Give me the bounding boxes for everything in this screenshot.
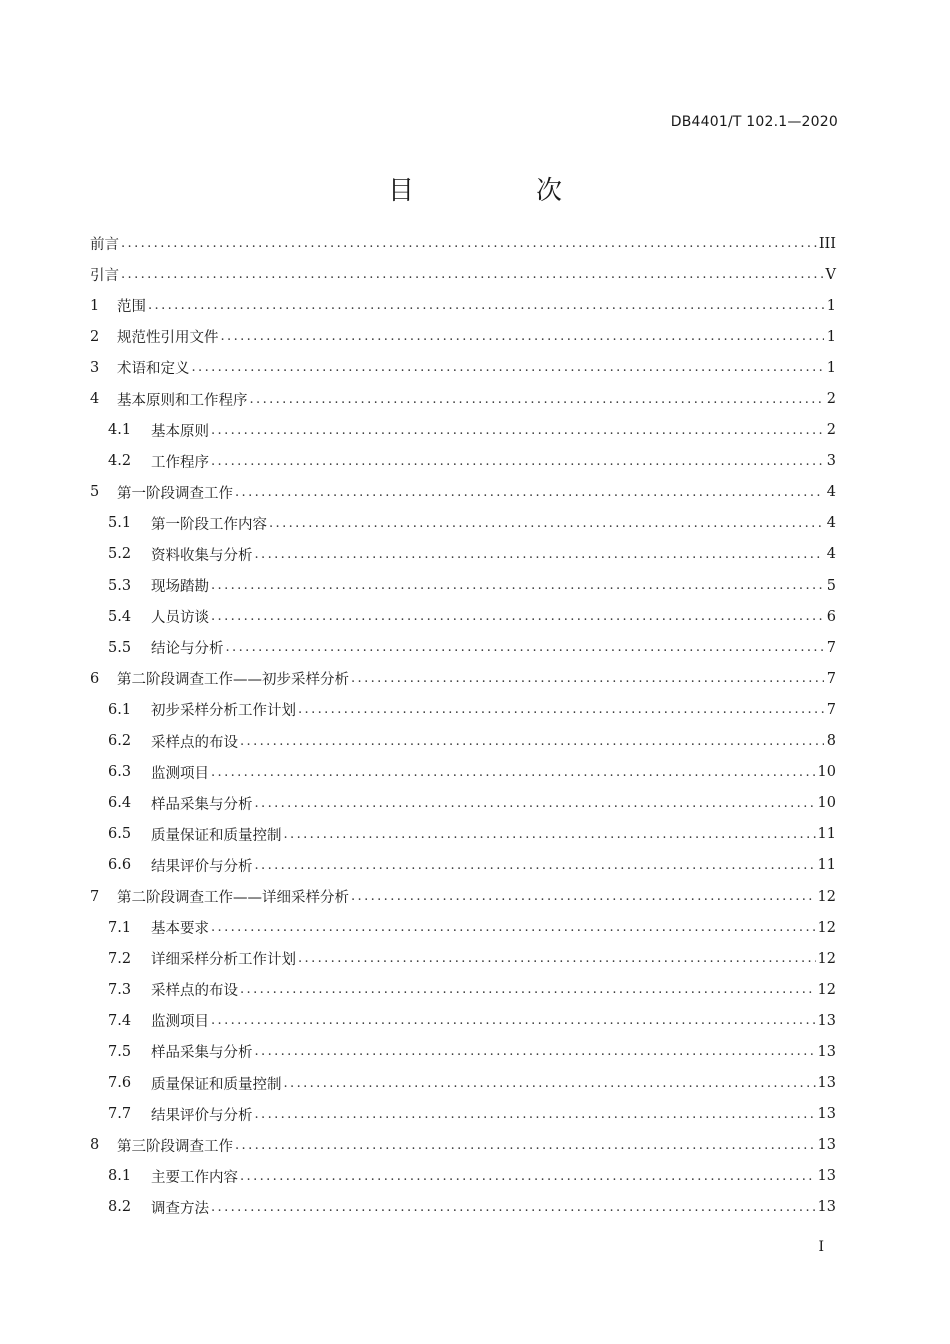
toc-entry[interactable] [90,757,836,788]
toc-entry[interactable] [90,819,836,850]
toc-entry-label: 人员访谈 [151,610,209,627]
toc-entry[interactable] [90,1005,836,1036]
dot-leader [298,703,824,716]
toc-entry-label: 引言 [90,268,119,285]
dot-leader [255,1045,816,1058]
toc-entry-number: 4.1 [108,422,132,439]
toc-entry-label: 现场踏勘 [151,579,209,596]
toc-entry-page: 7 [826,639,836,656]
toc-entry-page: 12 [817,888,836,905]
toc-entry-label: 监测项目 [151,765,209,782]
toc-entry-label: 结论与分析 [151,641,224,658]
toc-entry-label: 第一阶段调查工作 [117,485,233,502]
toc-entry-page: 10 [817,764,836,781]
toc-entry-number: 4 [90,391,100,408]
toc-entry-page: 12 [817,950,836,967]
dot-leader [284,1077,816,1090]
dot-leader [221,330,825,343]
toc-entry-label: 范围 [117,299,146,316]
toc-entry[interactable] [90,788,836,819]
toc-entry-number: 3 [90,359,100,376]
toc-entry-page: 6 [826,608,836,625]
toc-entry[interactable] [90,352,836,383]
toc-entry[interactable] [90,1036,836,1067]
toc-entry[interactable] [90,446,836,477]
dot-leader [211,921,816,934]
toc-entry-label: 采样点的布设 [151,734,238,751]
dot-leader [284,828,816,841]
toc-entry-page: 2 [826,391,836,408]
toc-entry[interactable] [90,1192,836,1223]
toc-entry-label: 规范性引用文件 [117,330,219,347]
toc-entry-number: 7.3 [108,981,132,998]
footer-page-number: I [818,1239,824,1255]
toc-entry-label: 第二阶段调查工作——详细采样分析 [117,890,349,907]
dot-leader [240,735,824,748]
toc-entry[interactable] [90,881,836,912]
toc-entry[interactable] [90,539,836,570]
toc-entry-page: 12 [817,981,836,998]
dot-leader [351,890,816,903]
toc-entry-label: 第一阶段工作内容 [151,516,267,533]
toc-entry[interactable] [90,726,836,757]
toc-entry-page: III [818,235,836,252]
dot-leader [121,237,817,250]
toc-entry-number: 6.5 [108,826,132,843]
dot-leader [351,672,824,685]
toc-entry-number: 5 [90,484,100,501]
toc-entry-number: 5.1 [108,515,132,532]
toc-entry-page: 12 [817,919,836,936]
toc-entry-number: 5.3 [108,577,132,594]
toc-entry[interactable] [90,477,836,508]
toc-entry-number: 7.1 [108,919,132,936]
toc-entry-label: 基本要求 [151,921,209,938]
toc-entry[interactable] [90,415,836,446]
dot-leader [269,517,824,530]
toc-entry-number: 7.7 [108,1106,132,1123]
toc-entry-page: 11 [817,826,836,843]
toc-entry-page: 1 [826,359,836,376]
toc-entry-number: 7.4 [108,1012,132,1029]
toc-entry-page: 2 [826,422,836,439]
dot-leader [255,797,816,810]
toc-entry[interactable] [90,508,836,539]
table-of-contents [90,228,836,1223]
toc-entry-label: 第三阶段调查工作 [117,1138,233,1155]
toc-entry-number: 6.1 [108,701,132,718]
toc-entry-number: 7.5 [108,1043,132,1060]
toc-entry-number: 6 [90,670,100,687]
toc-entry[interactable] [90,1068,836,1099]
toc-entry-page: 13 [817,1137,836,1154]
toc-entry[interactable] [90,321,836,352]
toc-entry[interactable] [90,663,836,694]
toc-entry-number: 5.5 [108,639,132,656]
dot-leader [211,1014,816,1027]
toc-entry[interactable] [90,290,836,321]
toc-entry-label: 调查方法 [151,1200,209,1217]
toc-entry-number: 7.2 [108,950,132,967]
toc-entry-label: 样品采集与分析 [151,796,253,813]
toc-entry-label: 工作程序 [151,454,209,471]
toc-entry-page: 4 [826,546,836,563]
toc-entry-page: 1 [826,328,836,345]
toc-entry-page: 13 [817,1106,836,1123]
dot-leader [121,268,824,281]
toc-entry-page: 4 [826,515,836,532]
toc-entry[interactable] [90,1099,836,1130]
toc-entry[interactable] [90,1130,836,1161]
dot-leader [250,393,825,406]
toc-entry-number: 8.2 [108,1199,132,1216]
dot-leader [235,486,824,499]
toc-entry-label: 结果评价与分析 [151,1107,253,1124]
dot-leader [240,983,816,996]
dot-leader [211,766,816,779]
toc-entry-page: 7 [826,701,836,718]
toc-entry[interactable] [90,694,836,725]
toc-entry[interactable] [90,259,836,290]
toc-entry-label: 第二阶段调查工作——初步采样分析 [117,672,349,689]
toc-entry[interactable] [90,1161,836,1192]
toc-entry-number: 6.2 [108,733,132,750]
toc-entry-page: 1 [826,297,836,314]
toc-entry-label: 质量保证和质量控制 [151,1076,282,1093]
toc-entry-number: 2 [90,328,100,345]
toc-entry-label: 结果评价与分析 [151,858,253,875]
toc-entry-page: 7 [826,670,836,687]
toc-entry-page: 3 [826,453,836,470]
dot-leader [255,859,816,872]
toc-entry-page: 13 [817,1199,836,1216]
toc-entry-page: 13 [817,1075,836,1092]
toc-entry-number: 7 [90,888,100,905]
toc-entry-label: 样品采集与分析 [151,1045,253,1062]
document-code: DB4401/T 102.1—2020 [670,114,838,130]
toc-entry-page: 5 [826,577,836,594]
toc-entry[interactable] [90,974,836,1005]
toc-entry-page: 4 [826,484,836,501]
toc-entry-number: 7.6 [108,1075,132,1092]
dot-leader [255,548,825,561]
toc-entry-page: 13 [817,1168,836,1185]
dot-leader [255,1108,816,1121]
toc-title: 目 次 [387,176,610,206]
toc-entry-label: 详细采样分析工作计划 [151,952,296,969]
toc-entry-number: 8 [90,1137,100,1154]
toc-entry-label: 监测项目 [151,1014,209,1031]
toc-entry-label: 初步采样分析工作计划 [151,703,296,720]
toc-entry-page: V [825,266,836,283]
dot-leader [298,952,816,965]
dot-leader [211,1201,816,1214]
toc-entry-page: 8 [826,733,836,750]
toc-entry[interactable] [90,383,836,414]
dot-leader [211,455,824,468]
toc-entry-page: 10 [817,795,836,812]
toc-entry-page: 13 [817,1043,836,1060]
toc-entry[interactable] [90,228,836,259]
toc-entry[interactable] [90,850,836,881]
toc-entry[interactable] [90,943,836,974]
toc-entry-number: 6.4 [108,795,132,812]
toc-entry[interactable] [90,632,836,663]
dot-leader [211,579,824,592]
toc-entry-number: 4.2 [108,453,132,470]
toc-entry[interactable] [90,912,836,943]
toc-entry-number: 8.1 [108,1168,132,1185]
toc-entry-label: 基本原则和工作程序 [117,392,248,409]
dot-leader [211,424,824,437]
dot-leader [235,1139,816,1152]
toc-entry-page: 11 [817,857,836,874]
toc-entry-label: 术语和定义 [117,361,190,378]
toc-entry-number: 6.6 [108,857,132,874]
dot-leader [226,641,825,654]
dot-leader [192,361,825,374]
toc-entry-label: 质量保证和质量控制 [151,827,282,844]
toc-entry-label: 前言 [90,237,119,254]
toc-entry[interactable] [90,570,836,601]
toc-entry-number: 5.4 [108,608,132,625]
toc-entry[interactable] [90,601,836,632]
toc-entry-number: 1 [90,297,100,314]
toc-entry-label: 采样点的布设 [151,983,238,1000]
toc-entry-number: 6.3 [108,764,132,781]
dot-leader [240,1170,816,1183]
toc-entry-number: 5.2 [108,546,132,563]
toc-entry-label: 资料收集与分析 [151,547,253,564]
toc-entry-label: 基本原则 [151,423,209,440]
toc-entry-page: 13 [817,1012,836,1029]
dot-leader [148,299,824,312]
toc-entry-label: 主要工作内容 [151,1169,238,1186]
dot-leader [211,610,824,623]
